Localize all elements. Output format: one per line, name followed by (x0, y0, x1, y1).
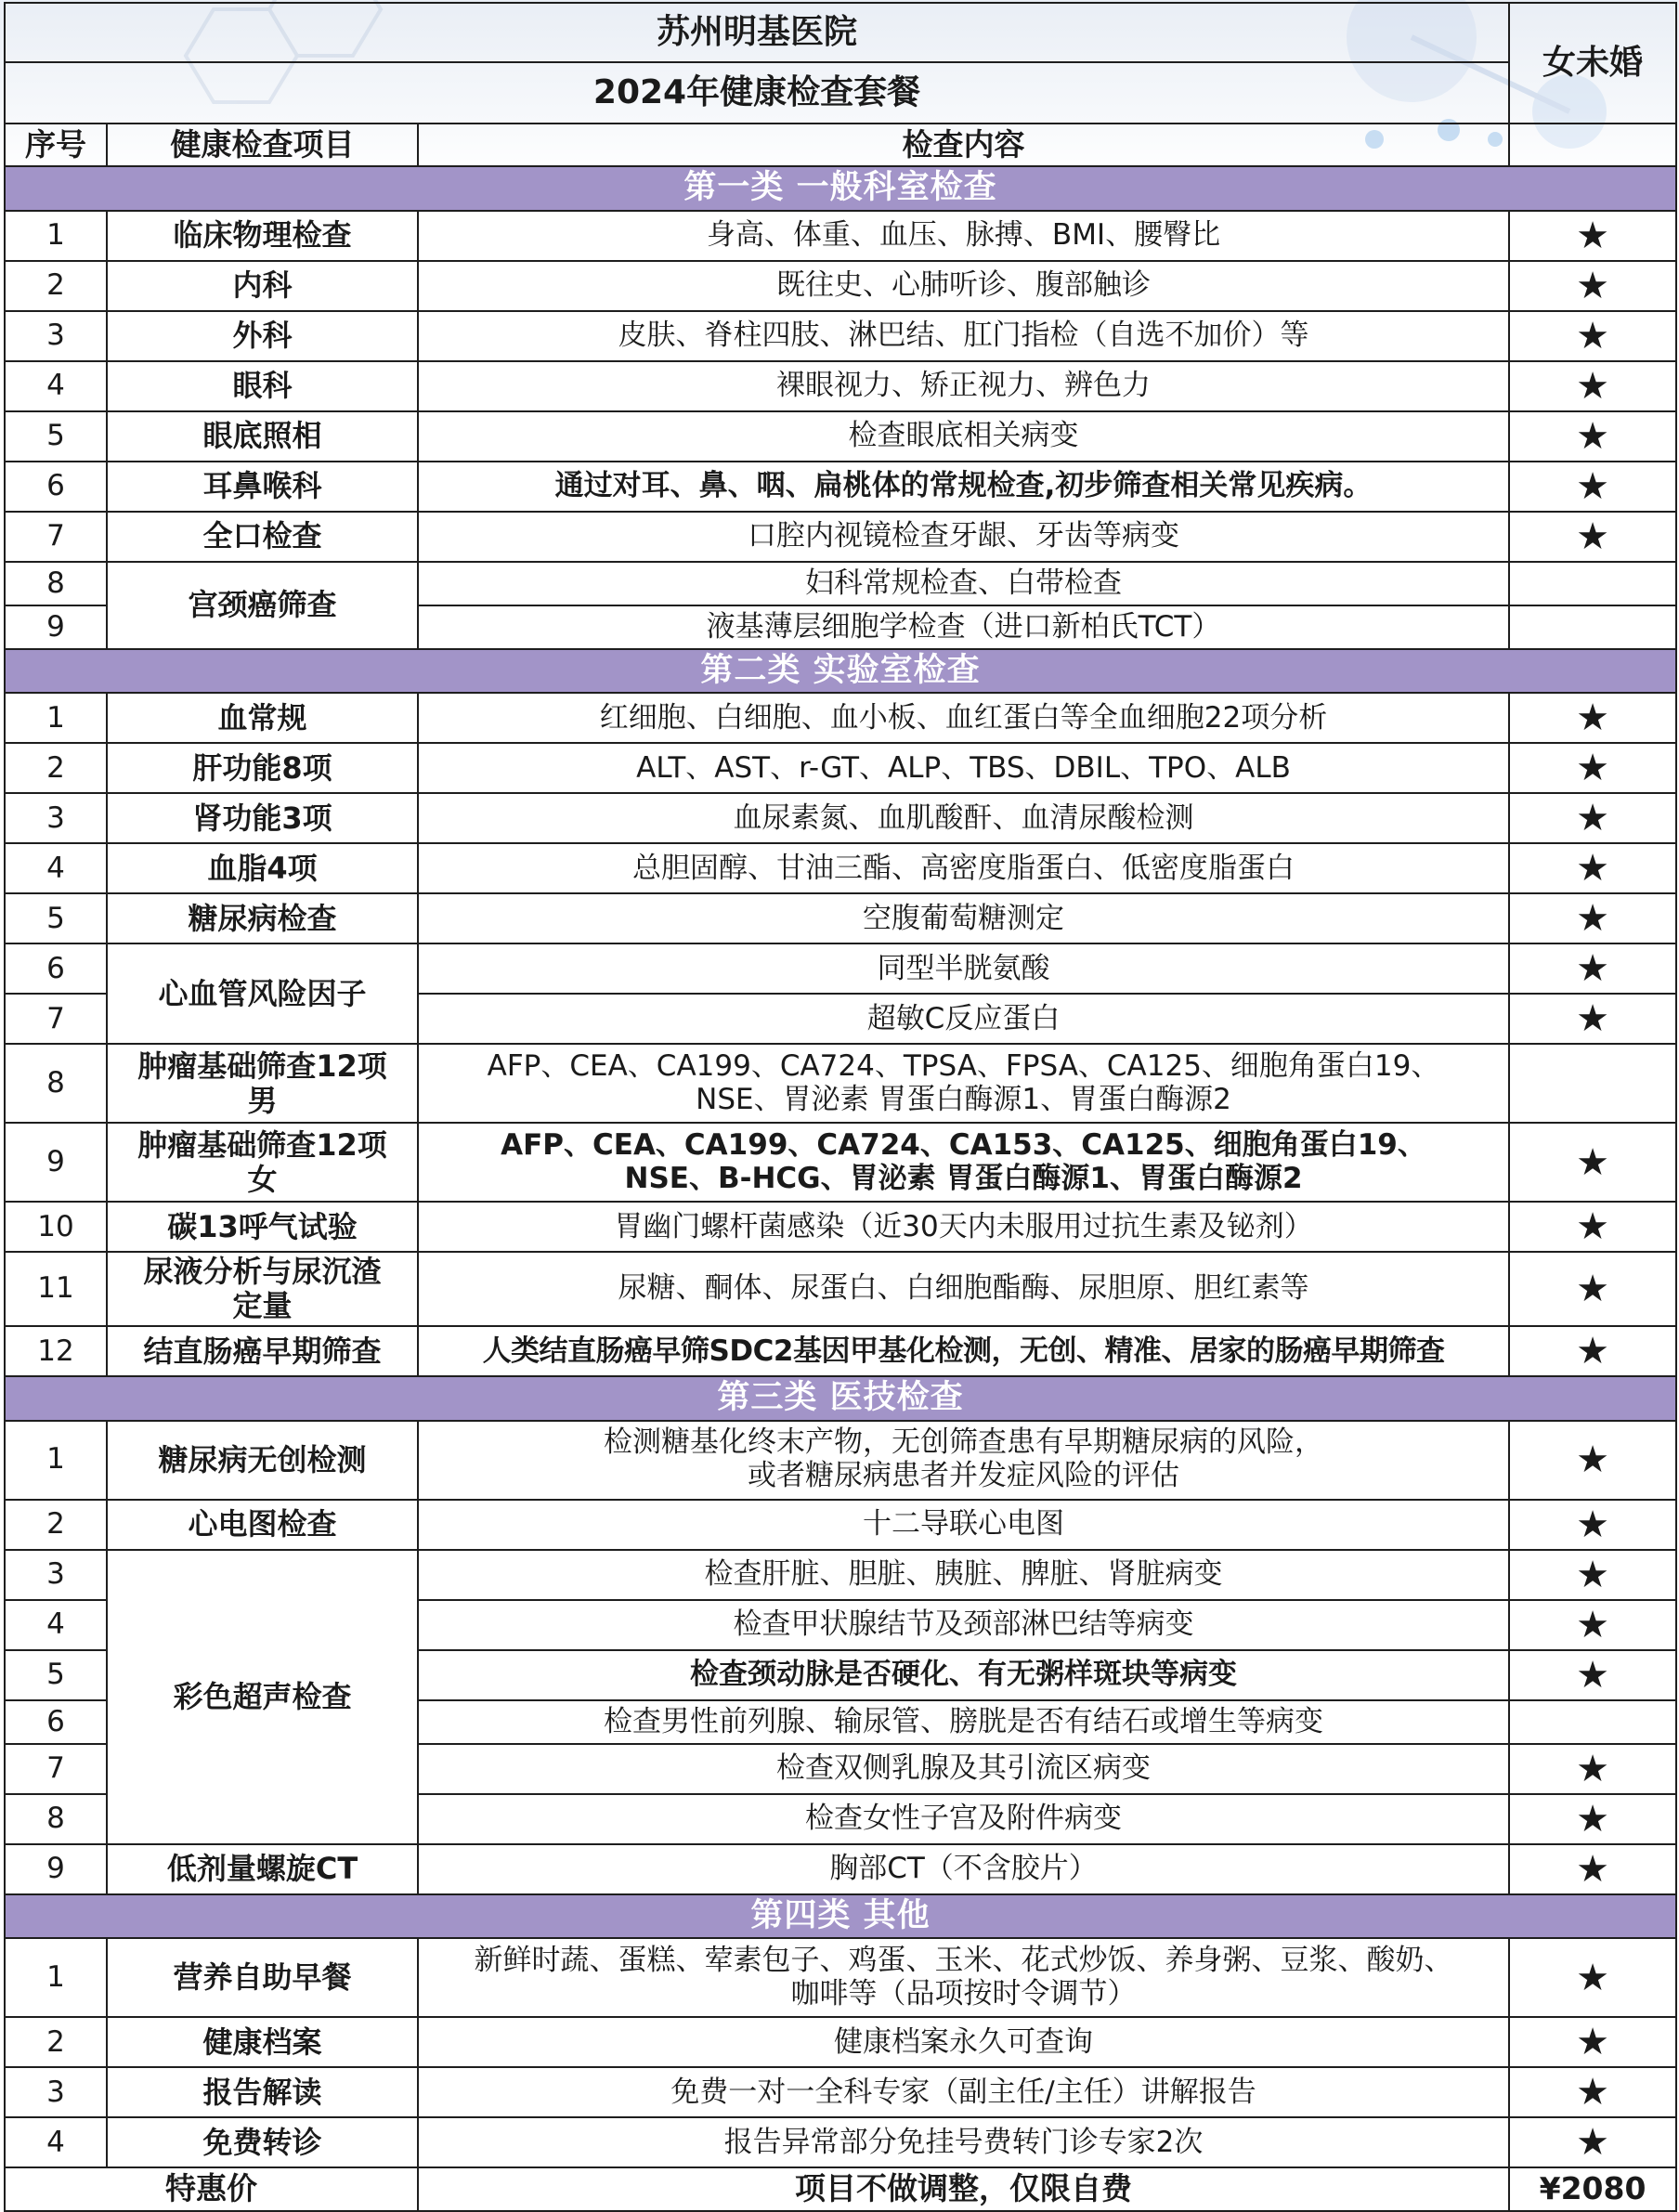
included-star-icon: ★ (1509, 2017, 1676, 2067)
included-star-icon: ★ (1509, 1794, 1676, 1844)
row-number: 1 (5, 1421, 107, 1500)
table-row (5, 411, 1676, 462)
check-content-line: 或者糖尿病患者并发症风险的评估 (748, 1459, 1180, 1492)
check-content: 检查颈动脉是否硬化、有无粥样斑块等病变 (418, 1650, 1509, 1700)
check-content-line: 检测糖基化终末产物，无创筛查患有早期糖尿病的风险， (604, 1425, 1324, 1460)
col-header-blank (1509, 124, 1676, 166)
included-star-icon: ★ (1509, 1421, 1676, 1500)
row-number: 8 (5, 1794, 107, 1844)
row-number: 9 (5, 1844, 107, 1894)
check-item: 免费转诊 (107, 2117, 418, 2167)
included-star-icon: ★ (1509, 1500, 1676, 1550)
included-star-icon: ★ (1509, 893, 1676, 943)
included-star-icon: ★ (1509, 462, 1676, 512)
row-number: 7 (5, 512, 107, 562)
row-number: 7 (5, 1744, 107, 1794)
included-star-icon: ★ (1509, 1326, 1676, 1376)
row-number: 4 (5, 2117, 107, 2167)
row-number: 11 (5, 1252, 107, 1326)
table-row (5, 512, 1676, 562)
check-content-line: 新鲜时蔬、蛋糕、荤素包子、鸡蛋、玉米、花式炒饭、养身粥、豆浆、酸奶、 (474, 1943, 1453, 1977)
check-content: 液基薄层细胞学检查（进口新柏氏TCT） (418, 605, 1509, 649)
row-number: 2 (5, 743, 107, 793)
check-content: 免费一对一全科专家（副主任/主任）讲解报告 (418, 2067, 1509, 2117)
table-row (5, 2117, 1676, 2167)
check-content-line: 咖啡等（品项按时令调节） (790, 1976, 1137, 2010)
check-item: 血脂4项 (107, 843, 418, 893)
check-item: 耳鼻喉科 (107, 462, 418, 512)
row-number: 3 (5, 1550, 107, 1600)
check-content: 同型半胱氨酸 (418, 943, 1509, 994)
check-content (418, 1044, 1509, 1123)
check-item-line: 肿瘤基础筛查12项 (137, 1047, 387, 1084)
table-row (5, 1500, 1676, 1550)
row-number: 2 (5, 2017, 107, 2067)
included-star-icon: ★ (1509, 994, 1676, 1044)
table-row (5, 843, 1676, 893)
included-star-icon: ★ (1509, 512, 1676, 562)
table-row (5, 693, 1676, 743)
category-header: 第一类 一般科室检查 (5, 166, 1676, 211)
check-content: 十二导联心电图 (418, 1500, 1509, 1550)
table-row (5, 943, 1676, 994)
row-number: 5 (5, 411, 107, 462)
check-content-line: AFP、CEA、CA199、CA724、CA153、CA125、细胞角蛋白19、 (501, 1127, 1426, 1162)
check-content: 红细胞、白细胞、血小板、血红蛋白等全血细胞22项分析 (418, 693, 1509, 743)
table-row (5, 311, 1676, 361)
included-star-icon: ★ (1509, 211, 1676, 261)
check-item (107, 1252, 418, 1326)
row-number: 1 (5, 693, 107, 743)
row-number: 4 (5, 1600, 107, 1650)
hospital-name: 苏州明基医院 (5, 3, 1509, 62)
included-star-icon: ★ (1509, 311, 1676, 361)
check-content: 既往史、心肺听诊、腹部触诊 (418, 261, 1509, 311)
check-item: 结直肠癌早期筛查 (107, 1326, 418, 1376)
row-number: 6 (5, 462, 107, 512)
check-item: 心血管风险因子 (107, 943, 418, 1044)
row-number: 6 (5, 943, 107, 994)
included-star-icon: ★ (1509, 1600, 1676, 1650)
check-item: 血常规 (107, 693, 418, 743)
check-content: 报告异常部分免挂号费转门诊专家2次 (418, 2117, 1509, 2167)
included-star-icon: ★ (1509, 1202, 1676, 1252)
health-package-table (4, 2, 1677, 2212)
row-number: 5 (5, 893, 107, 943)
check-content-line: NSE、B-HCG、胃泌素 胃蛋白酶源1、胃蛋白酶源2 (624, 1161, 1303, 1195)
check-content: 妇科常规检查、白带检查 (418, 562, 1509, 605)
table-row (5, 1202, 1676, 1252)
check-content (418, 1421, 1509, 1500)
row-number: 4 (5, 361, 107, 411)
row-number: 3 (5, 2067, 107, 2117)
col-header-item: 健康检查项目 (107, 124, 418, 166)
check-item-line: 肿瘤基础筛查12项 (137, 1126, 387, 1163)
check-content: 检查甲状腺结节及颈部淋巴结等病变 (418, 1600, 1509, 1650)
included-star-icon: ★ (1509, 411, 1676, 462)
included-star-icon (1509, 1700, 1676, 1744)
check-content: 检查眼底相关病变 (418, 411, 1509, 462)
check-content: 超敏C反应蛋白 (418, 994, 1509, 1044)
check-item: 全口检查 (107, 512, 418, 562)
price-value: ¥2080 (1509, 2167, 1676, 2211)
check-content: 总胆固醇、甘油三酯、高密度脂蛋白、低密度脂蛋白 (418, 843, 1509, 893)
check-item: 健康档案 (107, 2017, 418, 2067)
included-star-icon: ★ (1509, 361, 1676, 411)
included-star-icon: ★ (1509, 693, 1676, 743)
included-star-icon: ★ (1509, 843, 1676, 893)
check-item-line: 男 (247, 1082, 278, 1118)
row-number: 5 (5, 1650, 107, 1700)
check-item: 外科 (107, 311, 418, 361)
included-star-icon: ★ (1509, 743, 1676, 793)
row-number: 8 (5, 562, 107, 605)
check-item: 心电图检查 (107, 1500, 418, 1550)
col-header-no: 序号 (5, 124, 107, 166)
check-content: 检查肝脏、胆脏、胰脏、脾脏、肾脏病变 (418, 1550, 1509, 1600)
check-content: 身高、体重、血压、脉搏、BMI、腰臀比 (418, 211, 1509, 261)
included-star-icon: ★ (1509, 1938, 1676, 2017)
table-row (5, 1421, 1676, 1500)
package-title: 2024年健康检查套餐 (5, 62, 1509, 124)
table-row (5, 1550, 1676, 1600)
table-row (5, 1252, 1676, 1326)
table-row (5, 1326, 1676, 1376)
check-item: 糖尿病无创检测 (107, 1421, 418, 1500)
included-star-icon: ★ (1509, 1550, 1676, 1600)
check-content: 胃幽门螺杆菌感染（近30天内未服用过抗生素及铋剂） (418, 1202, 1509, 1252)
table-row (5, 893, 1676, 943)
check-item: 肝功能8项 (107, 743, 418, 793)
check-content: 裸眼视力、矫正视力、辨色力 (418, 361, 1509, 411)
row-number: 3 (5, 311, 107, 361)
check-content-line: NSE、胃泌素 胃蛋白酶源1、胃蛋白酶源2 (696, 1082, 1231, 1116)
included-star-icon: ★ (1509, 2067, 1676, 2117)
col-header-content: 检查内容 (418, 124, 1509, 166)
included-star-icon: ★ (1509, 1650, 1676, 1700)
row-number: 2 (5, 1500, 107, 1550)
table-row (5, 793, 1676, 843)
included-star-icon: ★ (1509, 261, 1676, 311)
table-row (5, 2017, 1676, 2067)
check-item: 眼底照相 (107, 411, 418, 462)
included-star-icon: ★ (1509, 1744, 1676, 1794)
check-item: 营养自助早餐 (107, 1938, 418, 2017)
included-star-icon (1509, 1044, 1676, 1123)
check-item: 彩色超声检查 (107, 1550, 418, 1844)
included-star-icon (1509, 562, 1676, 605)
table-row (5, 211, 1676, 261)
row-number: 2 (5, 261, 107, 311)
row-number: 6 (5, 1700, 107, 1744)
check-item: 内科 (107, 261, 418, 311)
row-number: 7 (5, 994, 107, 1044)
row-number: 12 (5, 1326, 107, 1376)
check-item: 宫颈癌筛查 (107, 562, 418, 649)
table-row (5, 361, 1676, 411)
price-row (5, 2167, 1676, 2211)
check-content (418, 1938, 1509, 2017)
check-item (107, 1044, 418, 1123)
included-star-icon: ★ (1509, 1123, 1676, 1202)
check-content: 检查男性前列腺、输尿管、膀胱是否有结石或增生等病变 (418, 1700, 1509, 1744)
check-item-line: 女 (247, 1161, 278, 1197)
included-star-icon: ★ (1509, 1252, 1676, 1326)
check-content: 健康档案永久可查询 (418, 2017, 1509, 2067)
check-item: 临床物理检查 (107, 211, 418, 261)
price-note: 项目不做调整，仅限自费 (418, 2167, 1509, 2211)
check-content (418, 1123, 1509, 1202)
check-content: 血尿素氮、血肌酸酐、血清尿酸检测 (418, 793, 1509, 843)
row-number: 4 (5, 843, 107, 893)
check-item: 糖尿病检查 (107, 893, 418, 943)
check-item-line: 定量 (232, 1288, 293, 1323)
check-content: 检查双侧乳腺及其引流区病变 (418, 1744, 1509, 1794)
check-item: 碳13呼气试验 (107, 1202, 418, 1252)
check-content: 尿糖、酮体、尿蛋白、白细胞酯酶、尿胆原、胆红素等 (418, 1252, 1509, 1326)
included-star-icon: ★ (1509, 1844, 1676, 1894)
table-row (5, 1844, 1676, 1894)
table-row (5, 261, 1676, 311)
check-item: 眼科 (107, 361, 418, 411)
table-row (5, 1938, 1676, 2017)
category-header: 第三类 医技检查 (5, 1376, 1676, 1421)
table-row (5, 2067, 1676, 2117)
row-number: 1 (5, 211, 107, 261)
included-star-icon: ★ (1509, 793, 1676, 843)
check-item (107, 1123, 418, 1202)
included-star-icon (1509, 605, 1676, 649)
row-number: 1 (5, 1938, 107, 2017)
table-row (5, 1044, 1676, 1123)
price-label: 特惠价 (5, 2167, 418, 2211)
check-content: 通过对耳、鼻、咽、扁桃体的常规检查,初步筛查相关常见疾病。 (418, 462, 1509, 512)
table-row (5, 562, 1676, 605)
check-item: 低剂量螺旋CT (107, 1844, 418, 1894)
check-content: ALT、AST、r-GT、ALP、TBS、DBIL、TPO、ALB (418, 743, 1509, 793)
check-item: 报告解读 (107, 2067, 418, 2117)
row-number: 8 (5, 1044, 107, 1123)
included-star-icon: ★ (1509, 943, 1676, 994)
check-content: 皮肤、脊柱四肢、淋巴结、肛门指检（自选不加价）等 (418, 311, 1509, 361)
row-number: 10 (5, 1202, 107, 1252)
check-content: 人类结直肠癌早筛SDC2基因甲基化检测，无创、精准、居家的肠癌早期筛查 (418, 1326, 1509, 1376)
check-content-line: AFP、CEA、CA199、CA724、TPSA、FPSA、CA125、细胞角蛋白19、 (487, 1048, 1440, 1083)
check-item-line: 尿液分析与尿沉渣 (143, 1254, 382, 1290)
check-item: 肾功能3项 (107, 793, 418, 843)
check-content: 口腔内视镜检查牙龈、牙齿等病变 (418, 512, 1509, 562)
included-star-icon: ★ (1509, 2117, 1676, 2167)
category-header: 第二类 实验室检查 (5, 649, 1676, 694)
table-row (5, 462, 1676, 512)
category-header: 第四类 其他 (5, 1894, 1676, 1939)
table-row (5, 1123, 1676, 1202)
table-row (5, 743, 1676, 793)
check-content: 检查女性子宫及附件病变 (418, 1794, 1509, 1844)
package-column-header: 女未婚 (1509, 3, 1676, 124)
row-number: 9 (5, 1123, 107, 1202)
check-content: 空腹葡萄糖测定 (418, 893, 1509, 943)
row-number: 3 (5, 793, 107, 843)
check-content: 胸部CT（不含胶片） (418, 1844, 1509, 1894)
row-number: 9 (5, 605, 107, 649)
